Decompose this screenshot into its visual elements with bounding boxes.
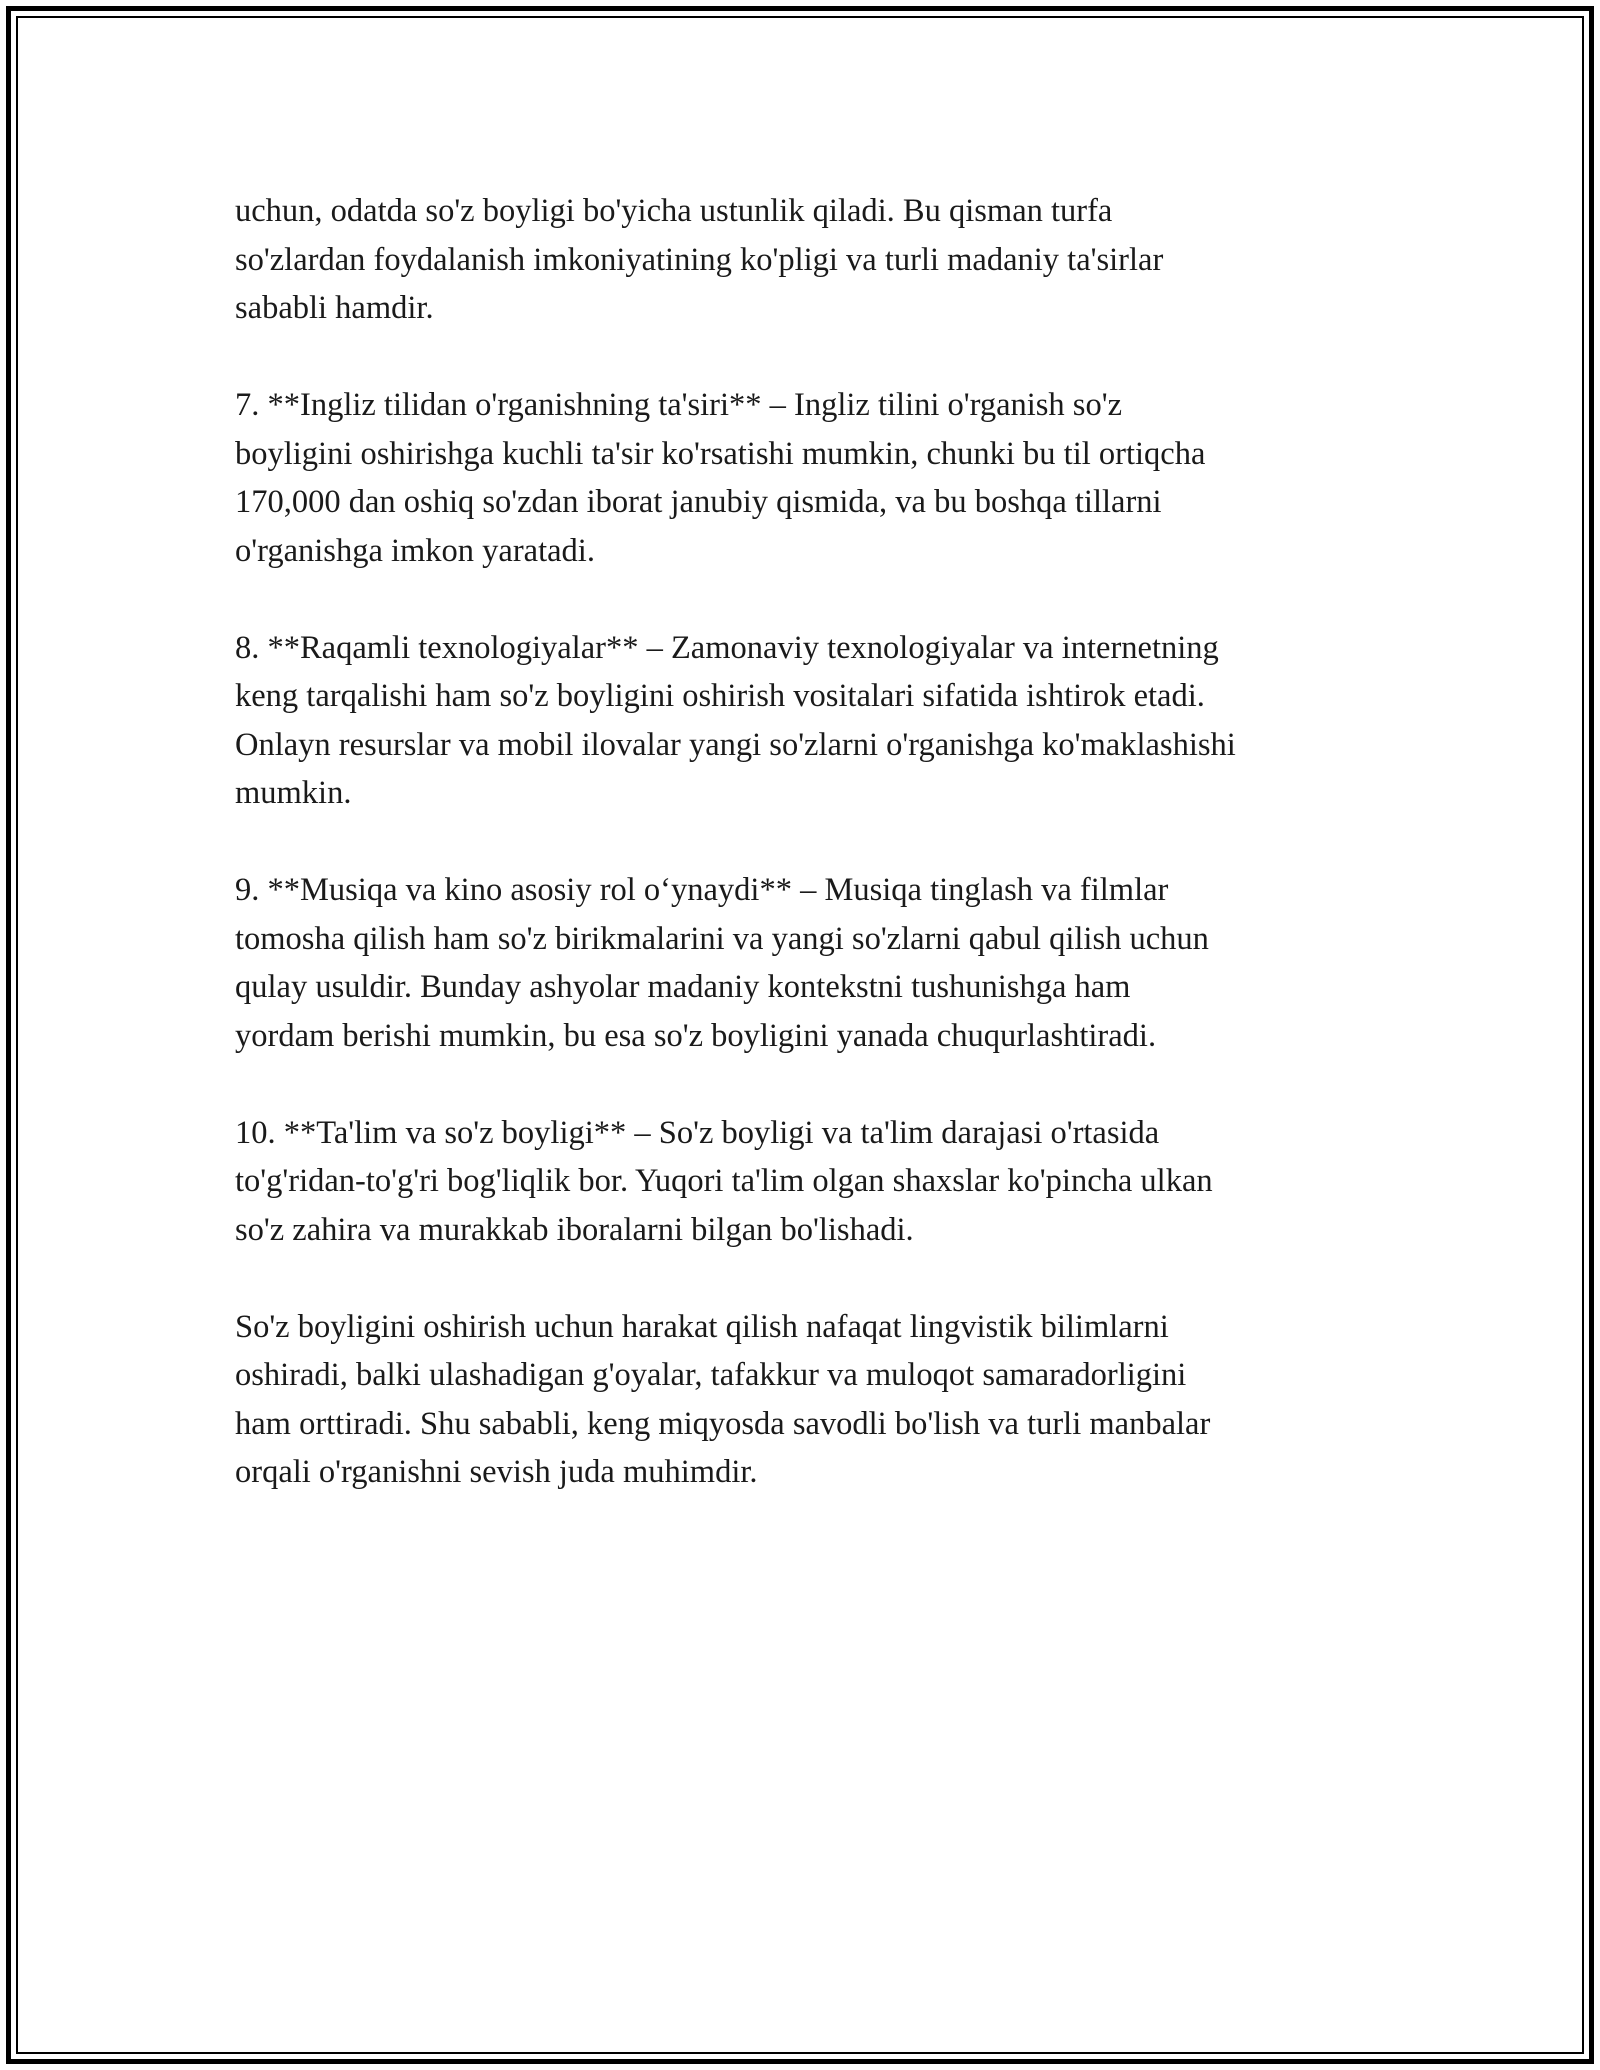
paragraph-conclusion: So'z boyligini oshirish uchun harakat qilish nafaqat lingvistik bilimlarni oshiradi, balki ulashadigan g'oyalar, tafakkur va muloqot samaradorligini ham orttiradi. Shu sababli, keng miqyosda savodli bo'lish va turli manbalar orqali o'rganishni sevish juda muhimdir. xyxy=(235,1308,1211,1490)
paragraph-item-8: 8. **Raqamli texnologiyalar** – Zamonaviy texnologiyalar va internetning keng tarqalishi ham so'z boyligini oshirish vositalari sifatida ishtirok etadi. Onlayn resurslar va mobil ilovalar yangi so'zlarni o'rganishga ko'maklashishi mumkin. xyxy=(235,629,1236,811)
paragraph-item-7: 7. **Ingliz tilidan o'rganishning ta'siri** – Ingliz tilini o'rganish so'z boyligini oshirishga kuchli ta'sir ko'rsatishi mumkin, chunki bu til ortiqcha 170,000 dan oshiq so'zdan iborat janubiy qismida, va bu boshqa tillarni o'rganishga imkon yaratadi. xyxy=(235,387,1206,569)
paragraph-item-9: 9. **Musiqa va kino asosiy rol oʻynaydi** – Musiqa tinglash va filmlar tomosha qilish ham so'z birikmalarini va yangi so'zlarni qabul qilish uchun qulay usuldir. Bunday ashyolar madaniy kontekstni tushunishga ham yordam berishi mumkin, bu esa so'z boyligini yanada chuqurlashtiradi. xyxy=(235,872,1209,1054)
paragraph-continuation: uchun, odatda so'z boyligi bo'yicha ustunlik qiladi. Bu qisman turfa so'zlardan foydalanish imkoniyatining ko'pligi va turli madaniy ta'sirlar sababli hamdir. xyxy=(235,193,1164,326)
paragraph-item-10: 10. **Ta'lim va so'z boyligi** – So'z boyligi va ta'lim darajasi o'rtasida to'g'ridan-to'g'ri bog'liqlik bor. Yuqori ta'lim olgan shaxslar ko'pincha ulkan so'z zahira va murakkab iboralarni bilgan bo'lishadi. xyxy=(235,1114,1213,1248)
document-body xyxy=(235,187,1375,1545)
